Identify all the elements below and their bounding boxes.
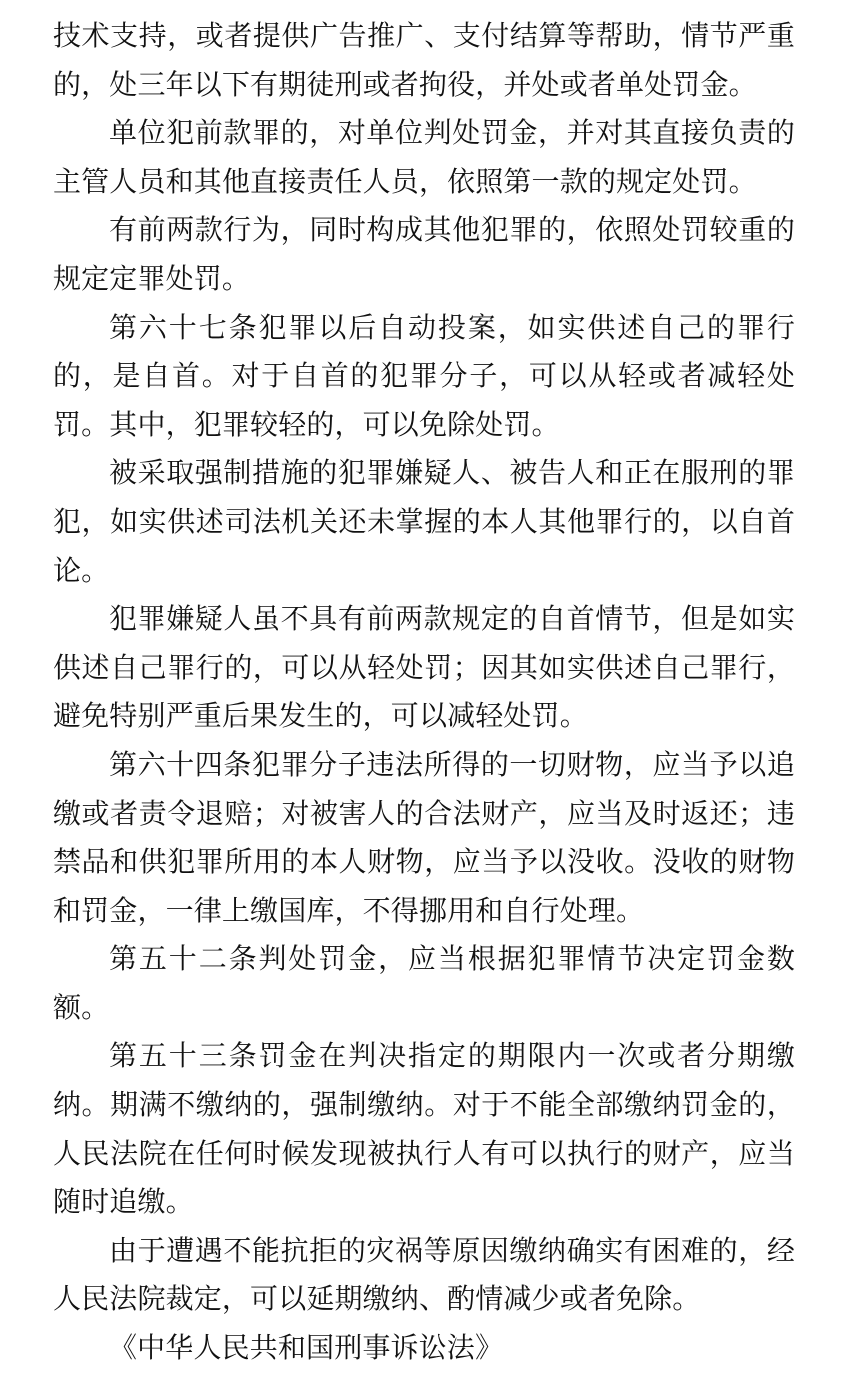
paragraph-5: 被采取强制措施的犯罪嫌疑人、被告人和正在服刑的罪犯，如实供述司法机关还未掌握的本人其他罪行的，以自首论。	[53, 456, 795, 587]
document-body	[53, 12, 795, 1373]
paragraph-2: 单位犯前款罪的，对单位判处罚金，并对其直接负责的主管人员和其他直接责任人员，依照第一款的规定处罚。	[53, 116, 795, 198]
paragraph-9: 第五十三条罚金在判决指定的期限内一次或者分期缴纳。期满不缴纳的，强制缴纳。对于不能全部缴纳罚金的，人民法院在任何时候发现被执行人有可以执行的财产，应当随时追缴。	[53, 1039, 795, 1219]
paragraph-7: 第六十四条犯罪分子违法所得的一切财物，应当予以追缴或者责令退赔；对被害人的合法财产，应当及时返还；违禁品和供犯罪所用的本人财物，应当予以没收。没收的财物和罚金，一律上缴国库，不得挪用和自行处理。	[53, 747, 795, 927]
paragraph-8: 第五十二条判处罚金，应当根据犯罪情节决定罚金数额。	[53, 942, 795, 1024]
paragraph-1: 技术支持，或者提供广告推广、支付结算等帮助，情节严重的，处三年以下有期徒刑或者拘役，并处或者单处罚金。	[53, 19, 795, 101]
paragraph-4: 第六十七条犯罪以后自动投案，如实供述自己的罪行的，是自首。对于自首的犯罪分子，可以从轻或者减轻处罚。其中，犯罪较轻的，可以免除处罚。	[53, 310, 795, 441]
paragraph-10: 由于遭遇不能抗拒的灾祸等原因缴纳确实有困难的，经人民法院裁定，可以延期缴纳、酌情减少或者免除。	[53, 1233, 795, 1316]
source-citation: 《中华人民共和国刑事诉讼法》	[109, 1331, 504, 1365]
paragraph-6: 犯罪嫌疑人虽不具有前两款规定的自首情节，但是如实供述自己罪行的，可以从轻处罚；因其如实供述自己罪行，避免特别严重后果发生的，可以减轻处罚。	[53, 602, 795, 733]
paragraph-3: 有前两款行为，同时构成其他犯罪的，依照处罚较重的规定定罪处罚。	[53, 213, 795, 295]
